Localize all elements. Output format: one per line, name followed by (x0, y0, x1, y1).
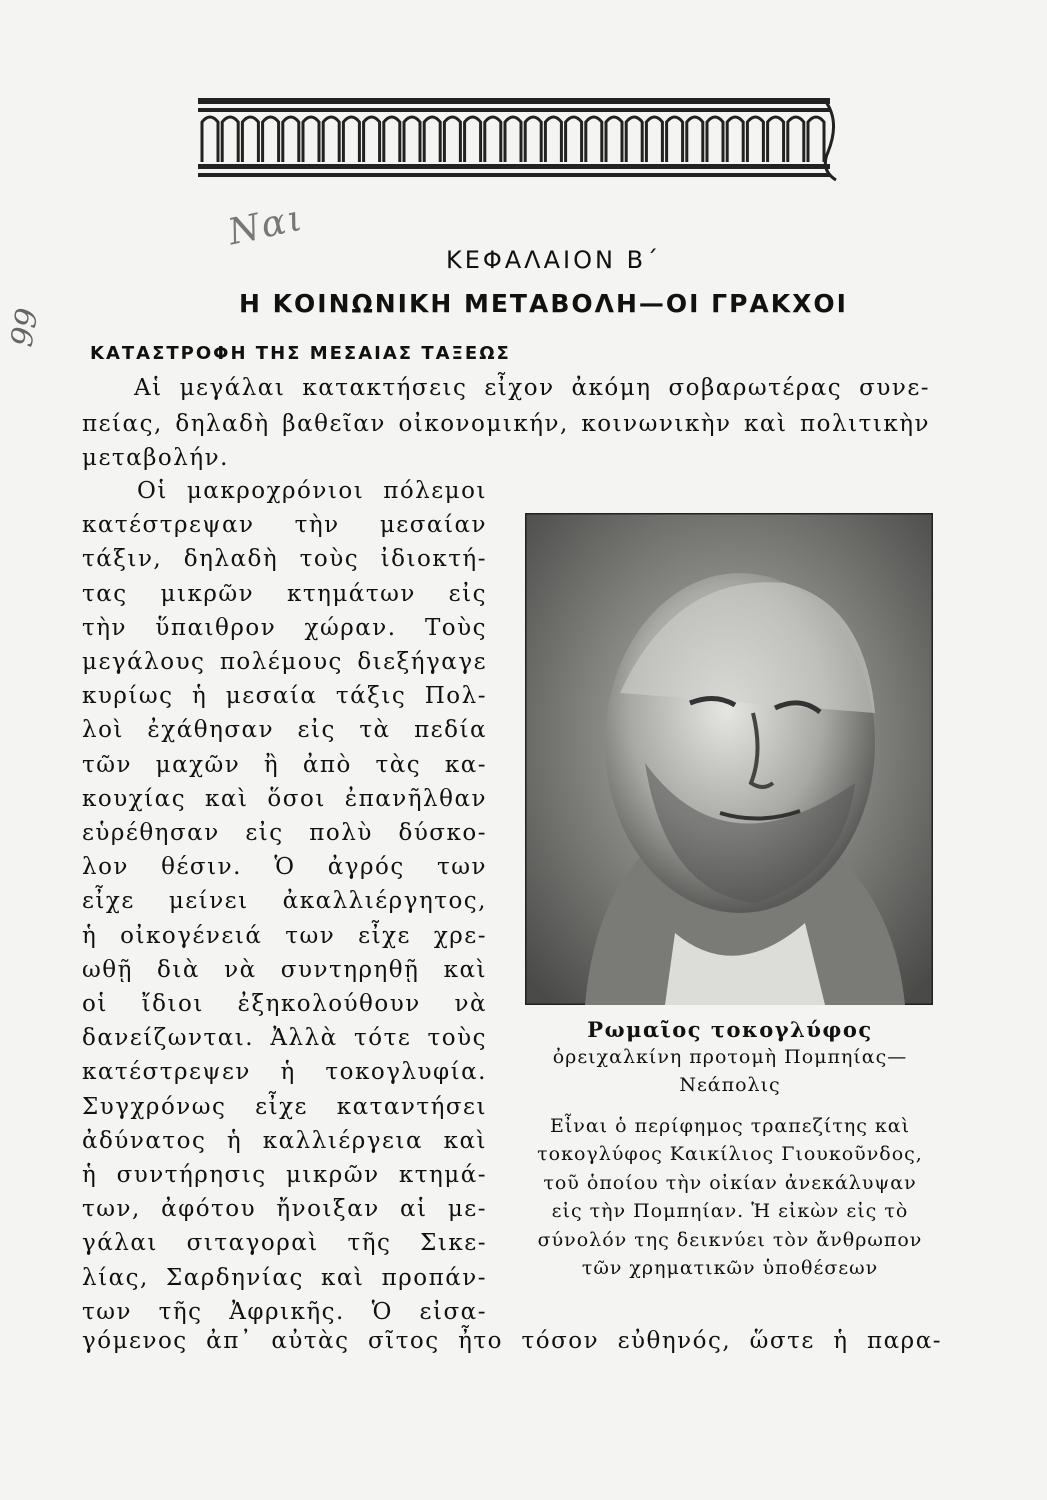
caption-line: τοῦ ὁποίου τὴν οἰκίαν ἀνεκάλυψαν (543, 1172, 917, 1194)
body-line: πείας, δηλαδὴ βαθεῖαν οἰκονομικήν, κοινωνικὴν καὶ πολιτικὴν (82, 411, 930, 437)
frieze-arch (444, 117, 460, 162)
body-line: τάξιν, δηλαδὴ τοὺς ἰδιοκτή- (82, 546, 487, 573)
frieze-arch (727, 117, 743, 162)
body-line: κατέστρεψαν τὴν μεσαίαν (82, 512, 487, 539)
frieze-arch (485, 117, 501, 162)
handwritten-note: Ναι (224, 197, 308, 254)
frieze-arch (525, 117, 541, 162)
body-line: δανείζωνται. Ἀλλὰ τότε τοὺς (82, 1025, 487, 1052)
body-line: ωθῇ διὰ νὰ συντηρηθῇ καὶ (82, 956, 487, 983)
body-line: εἶχε μείνει ἀκαλλιέργητος, (82, 888, 487, 915)
caption-line: ὀρειχαλκίνη προτομὴ Πομπηίας— (552, 1046, 908, 1068)
frieze-arch (384, 117, 400, 162)
body-line: ἡ συντήρησις μικρῶν κτημά- (82, 1162, 487, 1188)
frieze-arch (606, 117, 622, 162)
body-line: Συγχρόνως εἶχε καταντήσει (82, 1093, 487, 1120)
frieze-arch (687, 117, 703, 162)
body-line: τῶν μαχῶν ἢ ἀπὸ τὰς κα- (82, 751, 487, 778)
body-line: κουχίας καὶ ὅσοι ἐπανῆλθαν (82, 785, 487, 812)
body-line: γόμενος ἀπ᾽ αὐτὰς σῖτος ἦτο τόσον εὐθηνός, ὥστε ἡ παρα- (82, 1328, 942, 1354)
body-line: μεταβολήν. (82, 445, 229, 471)
frieze-arch (545, 117, 561, 162)
caption-line: τοκογλύφος Καικίλιος Γιουκοῦνδος, (537, 1143, 923, 1165)
handwritten-page-number: 99 (4, 305, 46, 350)
frieze-arch (222, 117, 238, 162)
caption-line: εἰς τὴν Πομπηίαν. Ἡ εἰκὼν εἰς τὸ (551, 1200, 909, 1222)
frieze-arch (323, 117, 339, 162)
body-line: τας μικρῶν κτημάτων εἰς (82, 580, 487, 607)
frieze-arch (586, 117, 602, 162)
frieze-arch (626, 117, 642, 162)
body-line: οἱ ἴδιοι ἐξηκολούθουν νὰ (82, 991, 487, 1017)
body-line: Αἱ μεγάλαι κατακτήσεις εἶχον ἀκόμη σοβαρωτέρας συνε- (134, 375, 930, 401)
frieze-arch (646, 117, 662, 162)
body-line: εὑρέθησαν εἰς πολὺ δύσκο- (82, 820, 487, 846)
caption-line: Εἶναι ὁ περίφημος τραπεζίτης καὶ (549, 1115, 911, 1137)
frieze-arch (283, 117, 299, 162)
body-line: Οἱ μακροχρόνιοι πόλεμοι (137, 478, 487, 504)
caption-line: τῶν χρηματικῶν ὑποθέσεων (581, 1257, 879, 1279)
frieze-arch (747, 117, 763, 162)
body-line: των, ἀφότου ἤνοιξαν αἱ με- (82, 1196, 487, 1223)
body-line: κυρίως ἡ μεσαία τάξις Πολ- (82, 683, 487, 710)
body-line: μεγάλους πολέμους διεξήγαγε (82, 649, 487, 675)
section-subheading: ΚΑΤΑΣΤΡΟΦΗ ΤΗΣ ΜΕΣΑΙΑΣ ΤΑΞΕΩΣ (90, 343, 511, 364)
frieze-arch (364, 117, 380, 162)
frieze-arch (788, 117, 804, 162)
caption-title: Ρωμαῖος τοκογλύφος (587, 1017, 873, 1042)
caption-line: Νεάπολις (679, 1074, 781, 1096)
chapter-title: Η ΚΟΙΝΩΝΙΚΗ ΜΕΤΑΒΟΛΗ—ΟΙ ΓΡΑΚΧΟΙ (239, 289, 848, 318)
body-line: λίας, Σαρδηνίας καὶ προπάν- (82, 1264, 487, 1291)
frieze-arch (667, 117, 683, 162)
frieze-arch (242, 117, 258, 162)
frieze-arch (707, 117, 723, 162)
frieze-arch (202, 117, 218, 162)
body-line: λοὶ ἐχάθησαν εἰς τὰ πεδία (82, 717, 487, 744)
frieze-arch (808, 117, 824, 162)
frieze-arch (465, 117, 481, 162)
chapter-heading: ΚΕΦΑΛΑΙΟΝ Β΄ (445, 246, 662, 274)
frieze-arch (505, 117, 521, 162)
body-line: γάλαι σιταγοραὶ τῆς Σικε- (82, 1230, 487, 1257)
body-line: λον θέσιν. Ὁ ἀγρός των (82, 854, 487, 881)
frieze-arch (263, 117, 279, 162)
caption-line: σύνολόν της δεικνύει τὸν ἄνθρωπον (537, 1229, 923, 1251)
body-line: τὴν ὕπαιθρον χώραν. Τοὺς (82, 614, 487, 641)
frieze-arch (404, 117, 420, 162)
ornamental-frieze (196, 88, 841, 183)
frieze-arch (768, 117, 784, 162)
body-line: κατέστρεψεν ἡ τοκογλυφία. (82, 1059, 487, 1086)
body-line: ἀδύνατος ἡ καλλιέργεια καὶ (82, 1127, 487, 1154)
body-line: των τῆς Ἀφρικῆς. Ὁ εἰσα- (82, 1298, 487, 1325)
frieze-arch (424, 117, 440, 162)
frieze-arch (343, 117, 359, 162)
portrait-image (525, 513, 933, 1005)
body-line: ἡ οἰκογένειά των εἶχε χρε- (82, 922, 487, 949)
frieze-arch (566, 117, 582, 162)
frieze-arch (303, 117, 319, 162)
